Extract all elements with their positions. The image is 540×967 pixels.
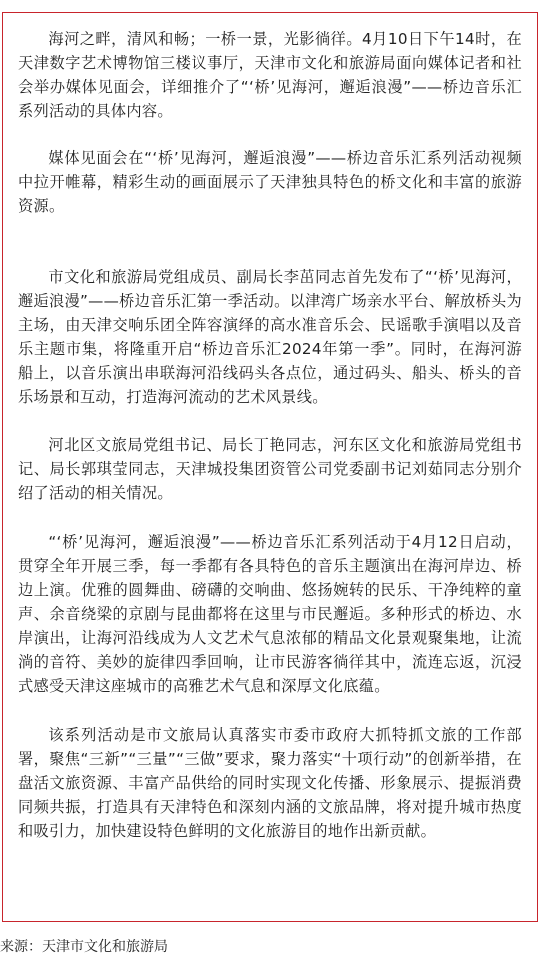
source-credit: 来源：天津市文化和旅游局: [0, 939, 168, 955]
article-paragraph-1: 海河之畔，清风和畅；一桥一景，光影徜徉。4月10日下午14时，在天津数字艺术博物馆三楼议事厅，天津市文化和旅游局面向媒体记者和社会举办媒体见面会，详细推介了“‘桥’见海河，邂逅浪漫”——桥边音乐汇系列活动的具体内容。: [18, 30, 522, 120]
article-paragraph-5: “‘桥’见海河，邂逅浪漫”——桥边音乐汇系列活动于4月12日启动，贯穿全年开展三季，每一季都有各具特色的音乐主题演出在海河岸边、桥边上演。优雅的圆舞曲、磅礴的交响曲、悠扬婉转的民乐、干净纯粹的童声、余音绕梁的京剧与昆曲都将在这里与市民邂逅。多种形式的桥边、水岸演出，让海河沿线成为人文艺术气息浓郁的精品文化景观聚集地，让流淌的音符、美妙的旋律四季回响，让市民游客徜徉其中，流连忘返，沉浸式感受天津这座城市的高雅艺术气息和深厚文化底蕴。: [18, 533, 522, 695]
article-paragraph-6: 该系列活动是市文旅局认真落实市委市政府大抓特抓文旅的工作部署，聚焦“三新”“三量”“三做”要求，聚力落实“十项行动”的创新举措，在盘活文旅资源、丰富产品供给的同时实现文化传播、形象展示、提振消费同频共振，打造具有天津特色和深刻内涵的文旅品牌，将对提升城市热度和吸引力，加快建设特色鲜明的文化旅游目的地作出新贡献。: [18, 726, 522, 840]
article-paragraph-3: 市文化和旅游局党组成员、副局长李茁同志首先发布了“‘桥’见海河，邂逅浪漫”——桥边音乐汇第一季活动。以津湾广场亲水平台、解放桥头为主场，由天津交响乐团全阵容演绎的高水准音乐会、民谣歌手演唱以及音乐主题市集，将隆重开启“桥边音乐汇2024年第一季”。同时，在海河游船上，以音乐演出串联海河沿线码头各点位，通过码头、船头、桥头的音乐场景和互动，打造海河流动的艺术风景线。: [18, 268, 522, 406]
article-paragraph-2: 媒体见面会在“‘桥’见海河，邂逅浪漫”——桥边音乐汇系列活动视频中拉开帷幕，精彩生动的画面展示了天津独具特色的桥文化和丰富的旅游资源。: [18, 149, 522, 215]
article-box: [2, 12, 538, 922]
article-paragraph-4: 河北区文旅局党组书记、局长丁艳同志，河东区文化和旅游局党组书记、局长郭琪莹同志，天津城投集团资管公司党委副书记刘茹同志分别介绍了活动的相关情况。: [18, 436, 522, 502]
